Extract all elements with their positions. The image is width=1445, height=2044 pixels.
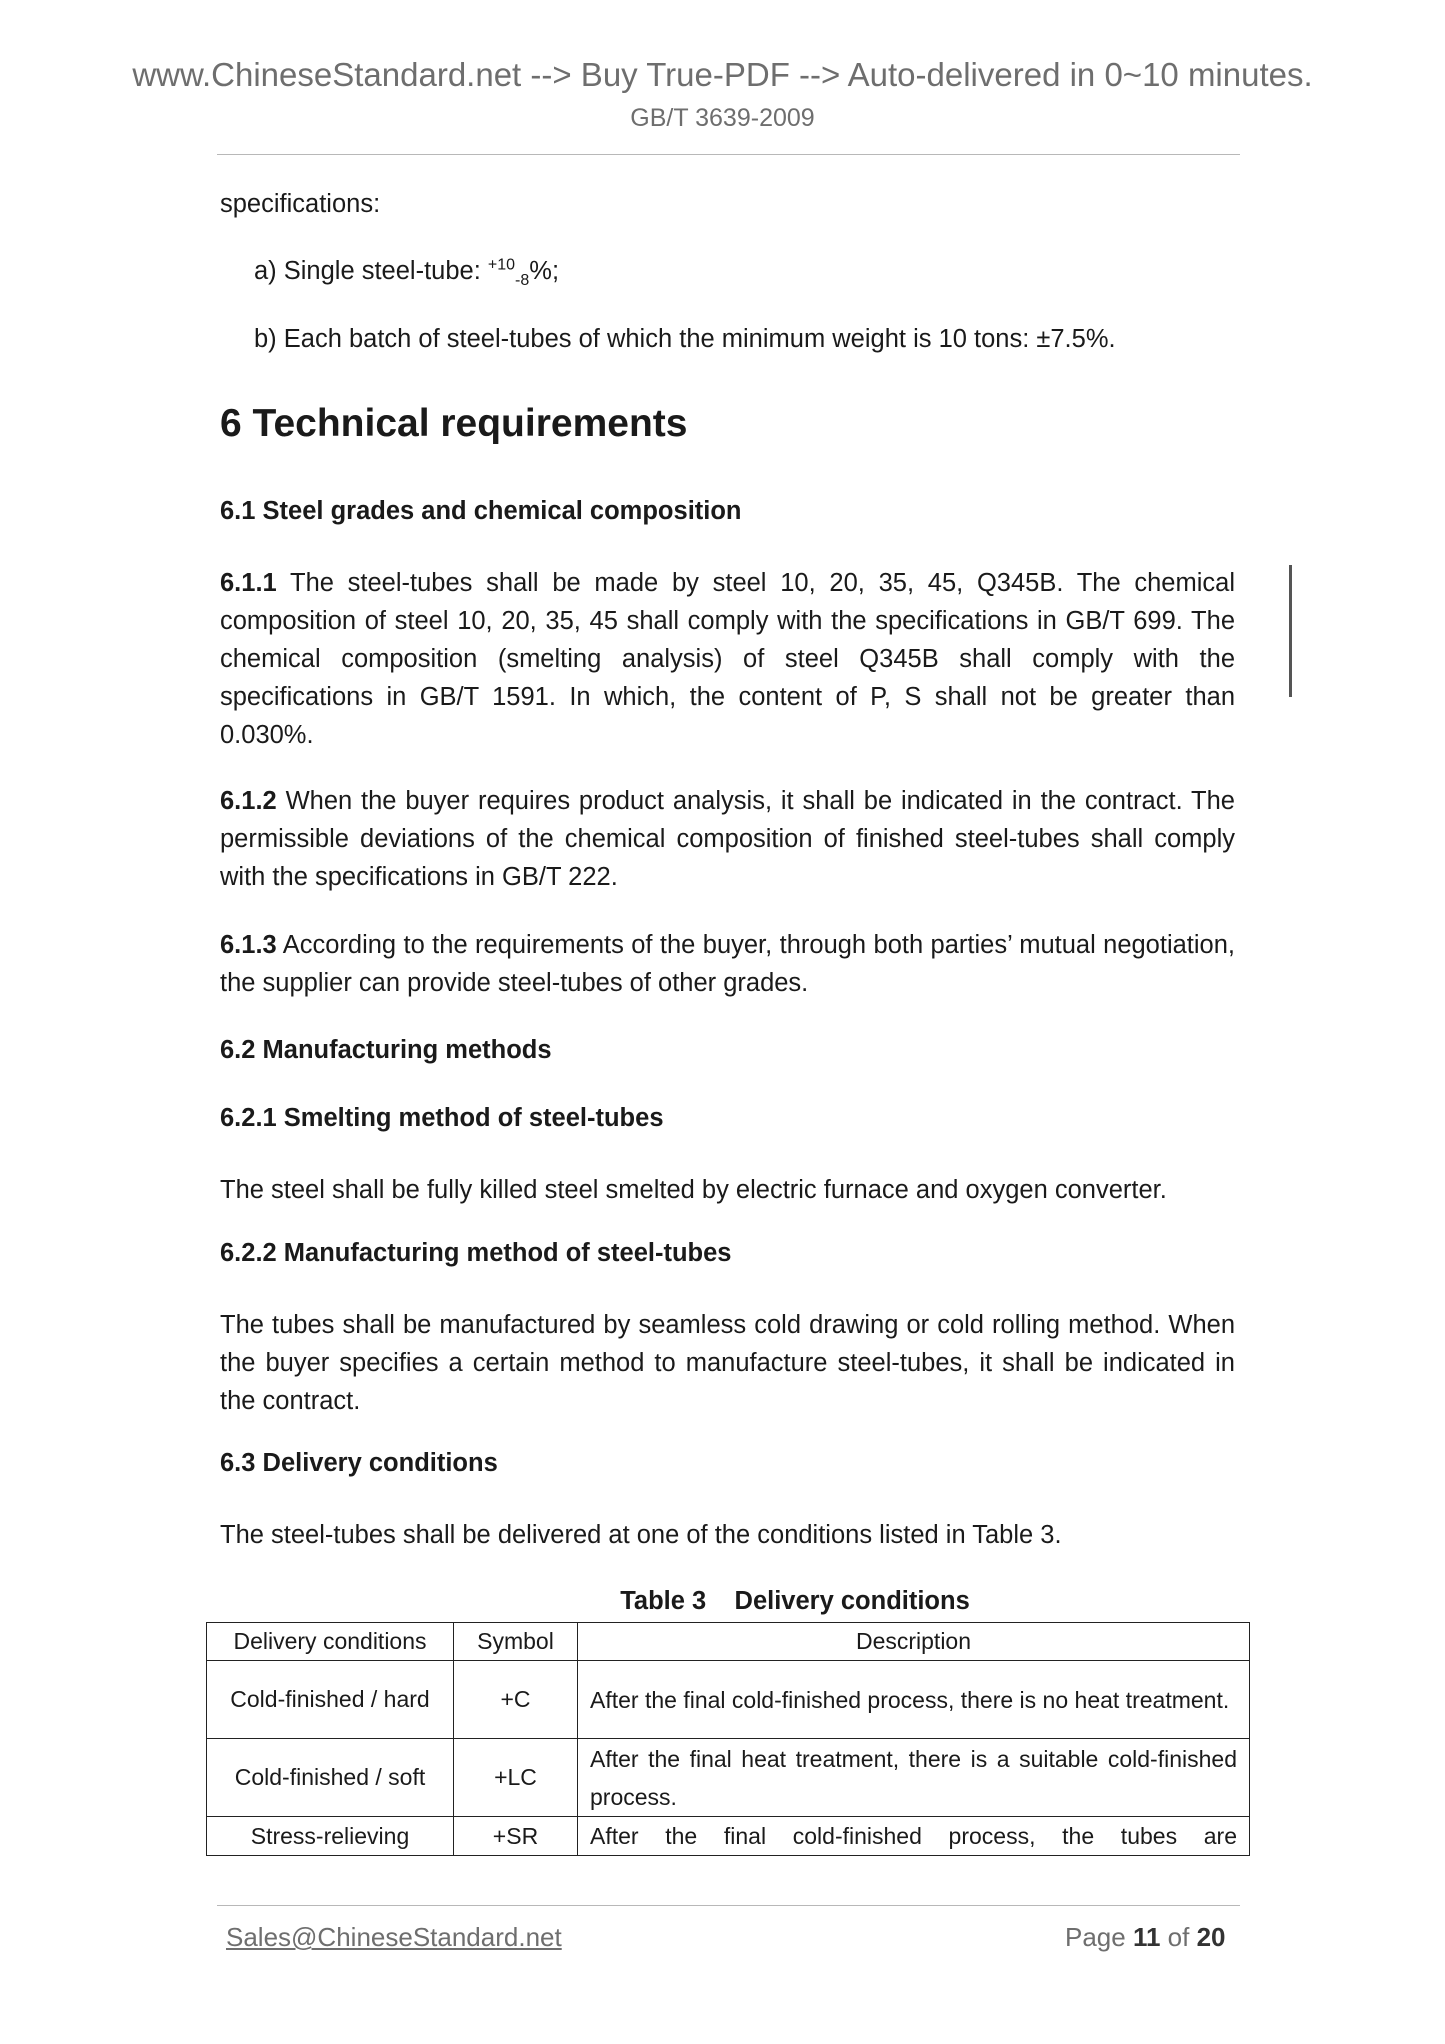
table-caption: Table 3 Delivery conditions (620, 1587, 970, 1615)
table-cell: Stress-relieving (207, 1817, 454, 1856)
paragraph-6-1-1 (220, 564, 1235, 754)
paragraph-6-1-3 (220, 926, 1235, 1002)
intro-text: specifications: (220, 190, 381, 218)
page-current: 11 (1132, 1922, 1161, 1952)
list-item-a (254, 252, 1269, 290)
subsection-6-1: 6.1 Steel grades and chemical composition (220, 497, 742, 525)
subsection-6-2-2: 6.2.2 Manufacturing method of steel-tubes (220, 1239, 732, 1267)
paragraph-6-2-2: The tubes shall be manufactured by seamless cold drawing or cold rolling method. When the buyer specifies a certain method to manufacture steel-tubes, it shall be indicated in the contract. (220, 1311, 1235, 1415)
paragraph-6-2-1: The steel shall be fully killed steel smelted by electric furnace and oxygen converter. (220, 1176, 1167, 1204)
table-cell: +LC (454, 1739, 578, 1817)
table-row (207, 1661, 1250, 1739)
table-cell: +SR (454, 1817, 578, 1856)
section-title-6: 6 Technical requirements (220, 402, 688, 445)
table-cell: Cold-finished / soft (207, 1739, 454, 1817)
table-header-row (207, 1623, 1250, 1661)
page-of: of (1160, 1922, 1197, 1952)
list-item-a-suffix: %; (529, 257, 560, 285)
list-item-b: b) Each batch of steel-tubes of which the minimum weight is 10 tons: ±7.5%. (254, 325, 1116, 353)
table-cell: Cold-finished / hard (207, 1661, 454, 1739)
sales-email-link[interactable]: Sales@ChineseStandard.net (226, 1922, 562, 1952)
header-site-line: www.ChineseStandard.net --> Buy True-PDF --> Auto-delivered in 0~10 minutes. (132, 56, 1313, 93)
delivery-conditions-table (206, 1622, 1250, 1856)
table-cell: After the final cold-finished process, the tubes are (578, 1817, 1250, 1856)
change-bar (1289, 565, 1292, 697)
table-cell: +C (454, 1661, 578, 1739)
table-header-cell: Delivery conditions (207, 1623, 454, 1661)
subsection-6-2: 6.2 Manufacturing methods (220, 1036, 552, 1064)
table-row (207, 1817, 1250, 1856)
paragraph-6-3: The steel-tubes shall be delivered at one of the conditions listed in Table 3. (220, 1521, 1062, 1549)
clause-number: 6.1.1 (220, 569, 277, 597)
table-cell: After the final heat treatment, there is a suitable cold-finished process. (578, 1739, 1250, 1817)
paragraph-6-1-2 (220, 782, 1235, 896)
tolerance-plus: +10 (487, 256, 516, 274)
page-label: Page (1065, 1922, 1133, 1952)
table-header-cell: Symbol (454, 1623, 578, 1661)
subsection-6-2-1: 6.2.1 Smelting method of steel-tubes (220, 1104, 664, 1132)
header-standard-code: GB/T 3639-2009 (630, 104, 815, 132)
table-row (207, 1739, 1250, 1817)
list-item-a-prefix: a) Single steel-tube: (254, 257, 488, 285)
page-total: 20 (1196, 1922, 1226, 1952)
header-divider (217, 154, 1240, 155)
page-indicator (1065, 1922, 1226, 1953)
subsection-6-3: 6.3 Delivery conditions (220, 1449, 498, 1477)
clause-text: When the buyer requires product analysis, it shall be indicated in the contract. The permissible deviations of the chemical composition of finished steel-tubes shall comply with the specifications in GB/T 222. (220, 787, 1235, 891)
clause-text: The steel-tubes shall be made by steel 10, 20, 35, 45, Q345B. The chemical composition of steel 10, 20, 35, 45 shall comply with the specifications in GB/T 699. The chemical composition (smelting analysis) of steel Q345B shall comply with the specifications in GB/T 1591. In which, the content of P, S shall not be greater than 0.030%. (220, 569, 1235, 749)
clause-text: According to the requirements of the buyer, through both parties’ mutual negotiation, the supplier can provide steel-tubes of other grades. (220, 931, 1235, 997)
footer-divider (217, 1905, 1240, 1906)
clause-number: 6.1.2 (220, 787, 277, 815)
table-header-cell: Description (578, 1623, 1250, 1661)
table-cell: After the final cold-finished process, there is no heat treatment. (578, 1661, 1250, 1739)
tolerance-minus: -8 (515, 272, 530, 290)
clause-number: 6.1.3 (220, 931, 277, 959)
